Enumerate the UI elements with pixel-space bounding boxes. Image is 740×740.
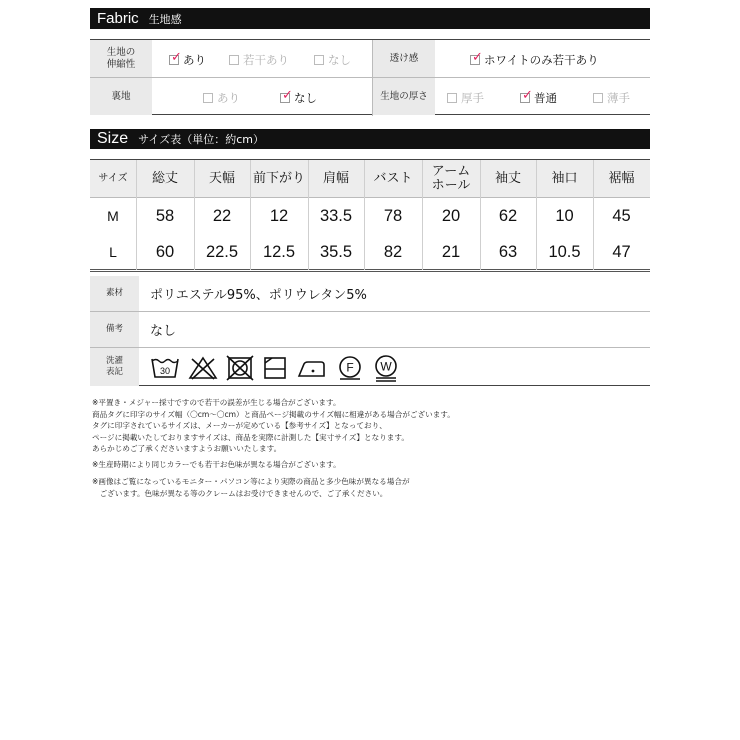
size-cell: 10.5 [548, 242, 581, 261]
size-cell: 47 [612, 242, 631, 261]
size-column-header: 肩幅 [322, 171, 349, 186]
checkbox-icon [280, 88, 293, 103]
size-column-header: 裾幅 [608, 171, 635, 186]
note-line: 商品タグに印字のサイズ幅（〇cm〜〇cm）と商品ページ掲載のサイズ幅に相違がある場合がございます。 [92, 409, 455, 419]
size-cell: 10 [555, 206, 574, 225]
checkbox-icon [229, 55, 239, 65]
fabric-row-stretch-sheer [90, 40, 650, 78]
size-cell: 22 [212, 206, 232, 225]
size-header-label: サイズ [98, 173, 128, 184]
care-symbols [150, 354, 400, 382]
lining-option-yes: あり [203, 90, 240, 106]
size-column-header: 前下がり [252, 171, 305, 186]
remarks-row [90, 312, 650, 348]
checkmark-icon: ✓ [171, 50, 182, 65]
fabric-row-lining-thickness [90, 78, 650, 116]
fabric-title: Fabric [97, 10, 139, 27]
size-subtitle: サイズ表（単位：約cm） [138, 133, 265, 146]
note-line: ※生産時期により同じカラーでも若干お色味が異なる場合がございます。 [92, 460, 341, 469]
svg-text:F: F [346, 360, 354, 375]
material-label: 素材 [90, 276, 139, 311]
checkbox-icon [314, 55, 324, 65]
note-line: ※画像はご覧になっているモニター・パソコン等により実際の商品と多少色味が異なる場合が [92, 477, 410, 486]
material-row [90, 276, 650, 312]
checkbox-icon [169, 50, 182, 65]
sheer-label: 透け感 [373, 40, 435, 77]
checkmark-icon: ✓ [522, 88, 533, 103]
thickness-label: 生地の厚さ [373, 78, 435, 115]
stretch-option-slight: 若干あり [229, 52, 289, 68]
checkbox-icon [470, 50, 483, 65]
size-cell: 60 [155, 242, 175, 261]
size-column-header: バスト [373, 171, 413, 186]
note-line: ※平置き・メジャー採寸ですので若干の誤差が生じる場合がございます。 [92, 398, 341, 407]
size-cell: 45 [612, 206, 631, 225]
dry-clean-f-icon [336, 355, 364, 381]
size-cell: 33.5 [319, 206, 353, 225]
lining-option-no: ✓ なし [282, 88, 317, 105]
no-bleach-icon [188, 355, 218, 381]
svg-text:30: 30 [159, 366, 171, 376]
material-value: ポリエステル95%、ポリウレタン5% [150, 288, 367, 303]
note-line: ございます。色味が異なる等のクレームはお受けできませんので、ご了承ください。 [92, 488, 388, 498]
size-cell: 63 [498, 242, 518, 261]
size-cell: 82 [383, 242, 403, 261]
size-row-label: M [107, 208, 119, 224]
size-row-label: L [109, 244, 117, 260]
checkmark-icon: ✓ [282, 88, 293, 103]
note-line: タグに印字されているサイズは、メーカーが定めている【参考サイズ】となっており、 [92, 421, 387, 431]
checkbox-icon [203, 93, 213, 103]
size-table-header-row [90, 160, 650, 198]
size-cell: 20 [441, 206, 461, 225]
size-column-header: 総丈 [151, 171, 178, 186]
wash-30-icon [150, 355, 180, 381]
size-cell: 12.5 [262, 242, 296, 261]
fabric-table [90, 39, 650, 115]
no-tumble-dry-icon [226, 355, 254, 381]
size-cell: 58 [155, 206, 175, 225]
stretch-option-no: なし [314, 52, 351, 68]
lining-label: 裏地 [90, 78, 152, 115]
size-column-header: 袖丈 [494, 171, 521, 186]
checkbox-icon [447, 93, 457, 103]
line-dry-shade-icon [262, 355, 288, 381]
size-column-header: 天幅 [208, 171, 235, 186]
size-cell: 12 [269, 206, 289, 225]
wet-clean-w-icon [372, 354, 400, 382]
product-info-table [90, 276, 650, 386]
size-cell: 62 [498, 206, 518, 225]
thickness-option-thin: 薄手 [593, 90, 630, 106]
size-cell: 22.5 [205, 242, 239, 261]
stretch-option-yes: ✓ あり [171, 50, 206, 67]
thickness-option-normal: ✓ 普通 [522, 88, 557, 105]
checkbox-icon [520, 88, 533, 103]
fabric-section-header [90, 8, 650, 29]
note-line: ページに掲載いたしておりますサイズは、商品を実際に計測した【実寸サイズ】となります。 [92, 432, 409, 442]
remarks-value: なし [150, 324, 177, 339]
svg-text:W: W [380, 359, 392, 374]
size-cell: 78 [383, 206, 403, 225]
sheer-option-white-slight: ✓ ホワイトのみ若干あり [472, 50, 599, 67]
care-row [90, 348, 650, 386]
size-column-header: 袖口 [551, 171, 578, 186]
iron-low-icon [296, 355, 328, 381]
checkmark-icon: ✓ [472, 50, 483, 65]
care-label: 洗濯 表記 [90, 348, 139, 386]
size-cell: 21 [441, 242, 461, 261]
fabric-subtitle: 生地感 [148, 12, 182, 26]
size-table [90, 159, 650, 272]
size-column-header: アーム ホール [431, 164, 471, 193]
size-cell: 35.5 [319, 242, 353, 261]
thickness-option-thick: 厚手 [447, 90, 484, 106]
stretch-label: 生地の 伸縮性 [90, 40, 152, 77]
remarks-label: 備考 [90, 312, 139, 347]
size-title: Size [97, 130, 129, 147]
note-line: あらかじめご了承くださいますようお願いいたします。 [92, 444, 282, 454]
size-section-header [90, 129, 650, 149]
checkbox-icon [593, 93, 603, 103]
